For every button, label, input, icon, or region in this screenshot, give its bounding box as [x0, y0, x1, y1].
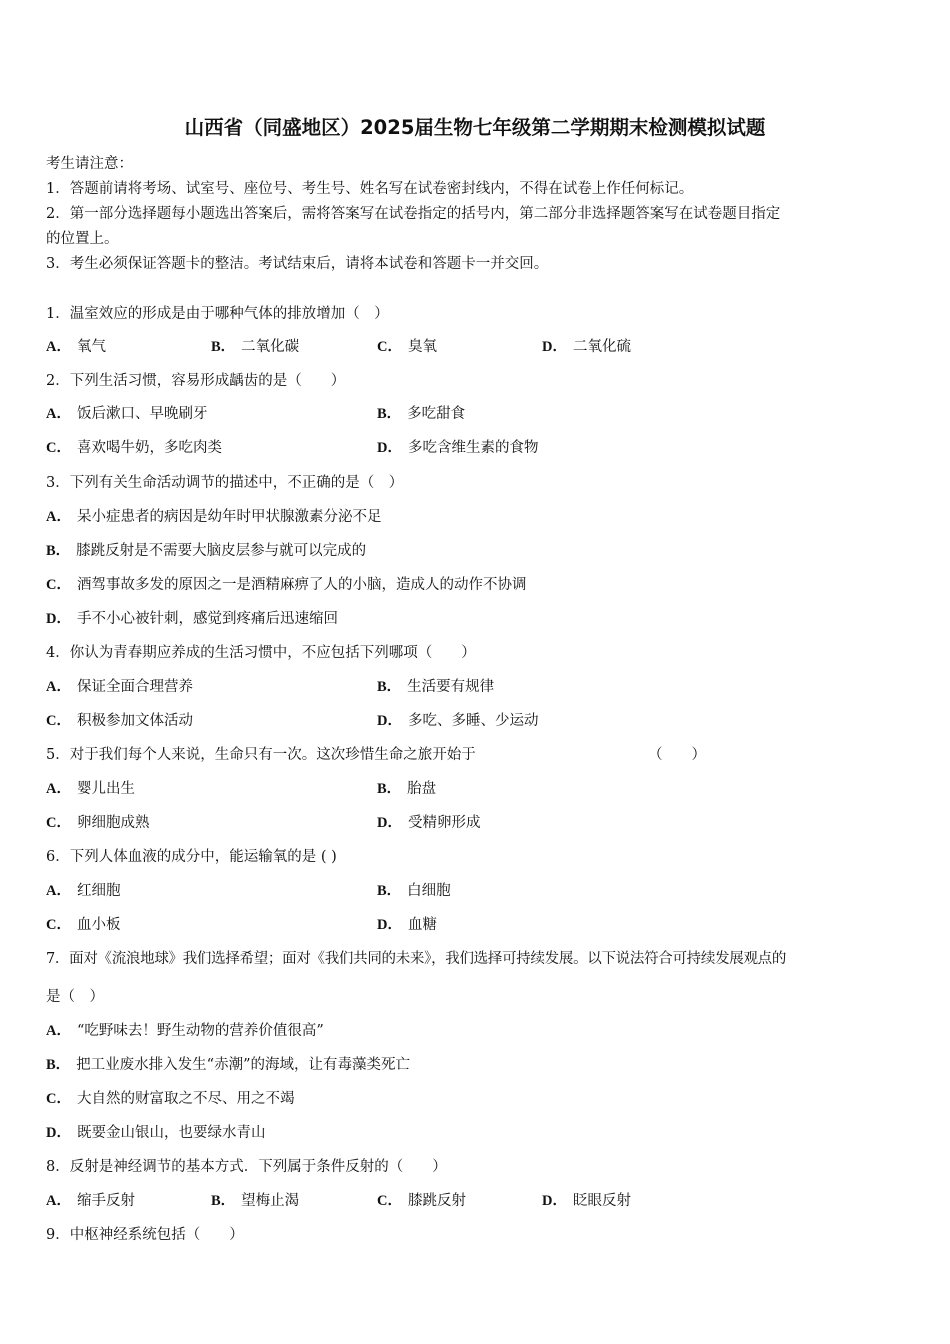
question-8-option-d: D． 眨眼反射 — [542, 1193, 631, 1209]
question-2-option-b: B． 多吃甜食 — [377, 406, 466, 422]
question-1-option-c: C． 臭氧 — [377, 339, 437, 355]
question-4-stem: 4．你认为青春期应养成的生活习惯中，不应包括下列哪项（ ） — [46, 645, 476, 661]
question-7-stem-cont: 是（ ） — [46, 989, 104, 1005]
question-1-stem: 1．温室效应的形成是由于哪种气体的排放增加（ ） — [46, 306, 389, 322]
question-3-option-b: B． 膝跳反射是不需要大脑皮层参与就可以完成的 — [46, 543, 367, 559]
question-6-stem: 6．下列人体血液的成分中，能运输氧的是 ( ) — [46, 849, 337, 865]
question-6-option-d: D． 血糖 — [377, 917, 437, 933]
question-2-option-c: C． 喜欢喝牛奶，多吃肉类 — [46, 440, 222, 456]
question-7-stem: 7．面对《流浪地球》我们选择希望；面对《我们共同的未来》，我们选择可持续发展。以下说法符合可持续发展观点的 — [46, 951, 787, 967]
question-5-option-d: D． 受精卵形成 — [377, 815, 481, 831]
question-3-option-c: C． 酒驾事故多发的原因之一是酒精麻痹了人的小脑，造成人的动作不协调 — [46, 577, 527, 593]
question-2-stem: 2．下列生活习惯，容易形成龋齿的是（ ） — [46, 373, 346, 389]
notice-item-2-cont: 的位置上。 — [46, 231, 119, 247]
question-1-option-a: A． 氧气 — [46, 339, 106, 355]
question-8-option-c: C． 膝跳反射 — [377, 1193, 466, 1209]
question-5-option-b: B． 胎盘 — [377, 781, 437, 797]
question-2-option-a: A． 饭后漱口、早晚刷牙 — [46, 406, 208, 422]
question-4-option-d: D． 多吃、多睡、少运动 — [377, 713, 539, 729]
question-9-stem: 9．中枢神经系统包括（ ） — [46, 1227, 244, 1243]
question-5-option-c: C． 卵细胞成熟 — [46, 815, 150, 831]
question-6-option-c: C． 血小板 — [46, 917, 121, 933]
question-1-option-d: D． 二氧化硫 — [542, 339, 631, 355]
question-6-option-b: B． 白细胞 — [377, 883, 451, 899]
question-8-option-b: B． 望梅止渴 — [211, 1193, 300, 1209]
question-8-option-a: A． 缩手反射 — [46, 1193, 135, 1209]
page-title: 山西省（同盛地区）2025届生物七年级第二学期期末检测模拟试题 — [184, 116, 766, 139]
question-7-option-c: C． 大自然的财富取之不尽、用之不竭 — [46, 1091, 295, 1107]
notice-item-3: 3．考生必须保证答题卡的整洁。考试结束后，请将本试卷和答题卡一并交回。 — [46, 256, 549, 272]
question-8-stem: 8．反射是神经调节的基本方式．下列属于条件反射的（ ） — [46, 1159, 447, 1175]
notice-item-1: 1．答题前请将考场、试室号、座位号、考生号、姓名写在试卷密封线内，不得在试卷上作任何标记。 — [46, 181, 694, 197]
question-1-option-b: B． 二氧化碳 — [211, 339, 300, 355]
question-7-option-d: D． 既要金山银山，也要绿水青山 — [46, 1125, 266, 1141]
notice-item-2: 2．第一部分选择题每小题选出答案后，需将答案写在试卷指定的括号内，第二部分非选择题答案写在试卷题目指定 — [46, 206, 781, 222]
question-6-option-a: A． 红细胞 — [46, 883, 121, 899]
question-3-option-a: A． 呆小症患者的病因是幼年时甲状腺激素分泌不足 — [46, 509, 382, 525]
question-5-bracket: （ ） — [648, 747, 706, 763]
question-5-stem: 5．对于我们每个人来说，生命只有一次。这次珍惜生命之旅开始于 — [46, 747, 476, 763]
question-7-option-a: A． “吃野味去！野生动物的营养价值很高” — [46, 1023, 324, 1039]
question-3-stem: 3．下列有关生命活动调节的描述中，不正确的是（ ） — [46, 475, 404, 491]
question-3-option-d: D． 手不小心被针刺，感觉到疼痛后迅速缩回 — [46, 611, 338, 627]
question-7-option-b: B． 把工业废水排入发生“赤潮”的海域，让有毒藻类死亡 — [46, 1057, 410, 1073]
question-5-option-a: A． 婴儿出生 — [46, 781, 135, 797]
question-4-option-a: A． 保证全面合理营养 — [46, 679, 193, 695]
question-4-option-c: C． 积极参加文体活动 — [46, 713, 193, 729]
question-4-option-b: B． 生活要有规律 — [377, 679, 495, 695]
notice-header: 考生请注意： — [46, 156, 133, 172]
question-2-option-d: D． 多吃含维生素的食物 — [377, 440, 539, 456]
